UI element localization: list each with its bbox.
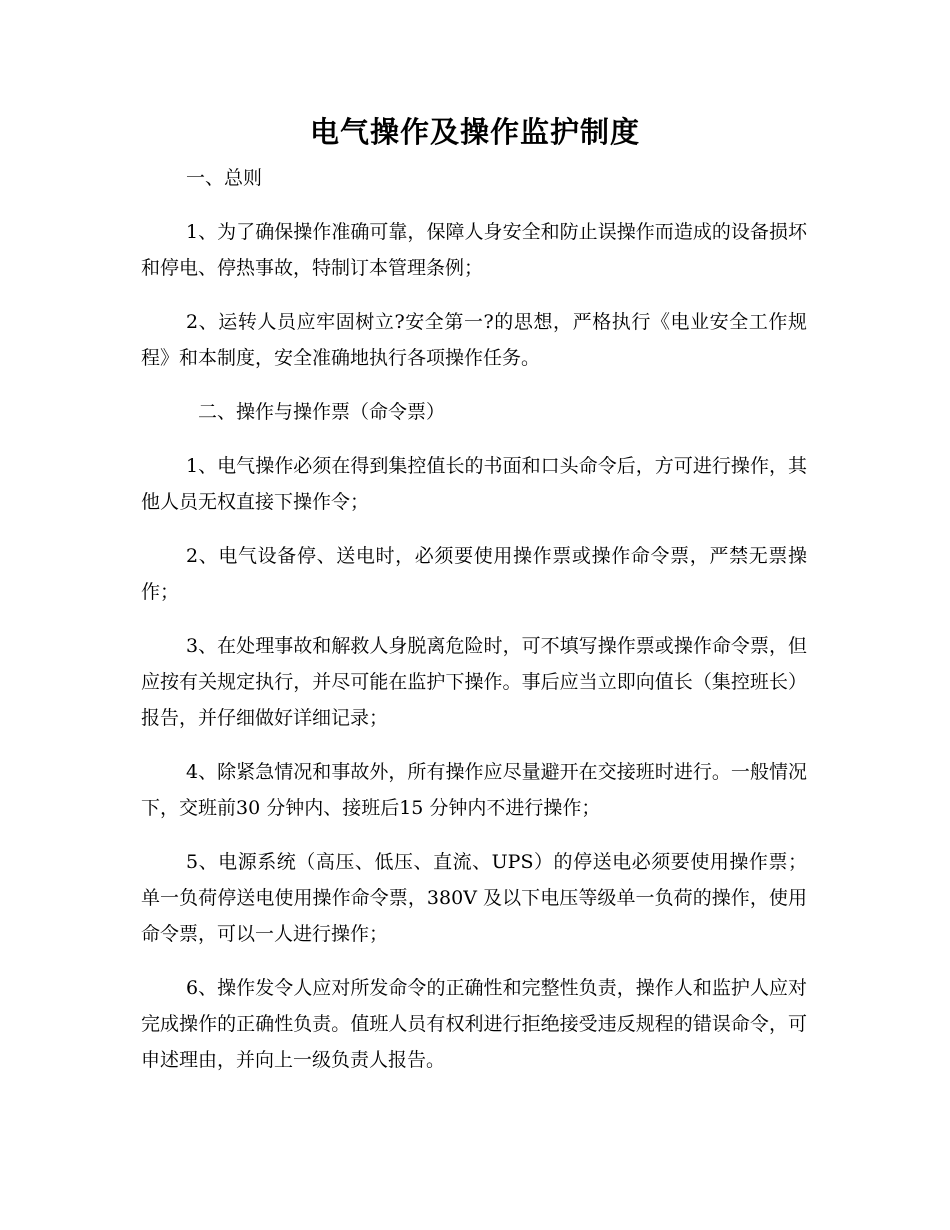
paragraph: 4、除紧急情况和事故外，所有操作应尽量避开在交接班时进行。一般情况下，交班前30 分钟内、接班后15 分钟内不进行操作； [141, 761, 807, 819]
paragraph: 2、运转人员应牢固树立?安全第一?的思想，严格执行《电业安全工作规程》和本制度，安全准确地执行各项操作任务。 [141, 311, 807, 369]
document-title: 电气操作及操作监护制度 [309, 115, 640, 149]
section-heading: 二、操作与操作票（命令票） [198, 401, 446, 423]
paragraph: 3、在处理事故和解救人身脱离危险时，可不填写操作票或操作命令票，但应按有关规定执行，并尽可能在监护下操作。事后应当立即向值长（集控班长）报告，并仔细做好详细记录； [141, 635, 807, 729]
section-general [141, 160, 807, 376]
paragraph: 6、操作发令人应对所发命令的正确性和完整性负责，操作人和监护人应对完成操作的正确性负责。值班人员有权利进行拒绝接受违反规程的错误命令，可申述理由，并向上一级负责人报告。 [141, 977, 807, 1071]
section-operation-tickets [141, 394, 807, 1078]
paragraph: 1、为了确保操作准确可靠，保障人身安全和防止误操作而造成的设备损坏和停电、停热事故，特制订本管理条例； [141, 221, 807, 279]
paragraph: 5、电源系统（高压、低压、直流、UPS）的停送电必须要使用操作票；单一负荷停送电使用操作命令票，380V 及以下电压等级单一负荷的操作，使用命令票，可以一人进行操作； [141, 851, 807, 945]
paragraph: 1、电气操作必须在得到集控值长的书面和口头命令后，方可进行操作，其他人员无权直接下操作令； [141, 455, 807, 513]
paragraph: 2、电气设备停、送电时，必须要使用操作票或操作命令票，严禁无票操作； [141, 545, 807, 603]
section-heading: 一、总则 [186, 167, 263, 189]
document-body [141, 160, 807, 1096]
